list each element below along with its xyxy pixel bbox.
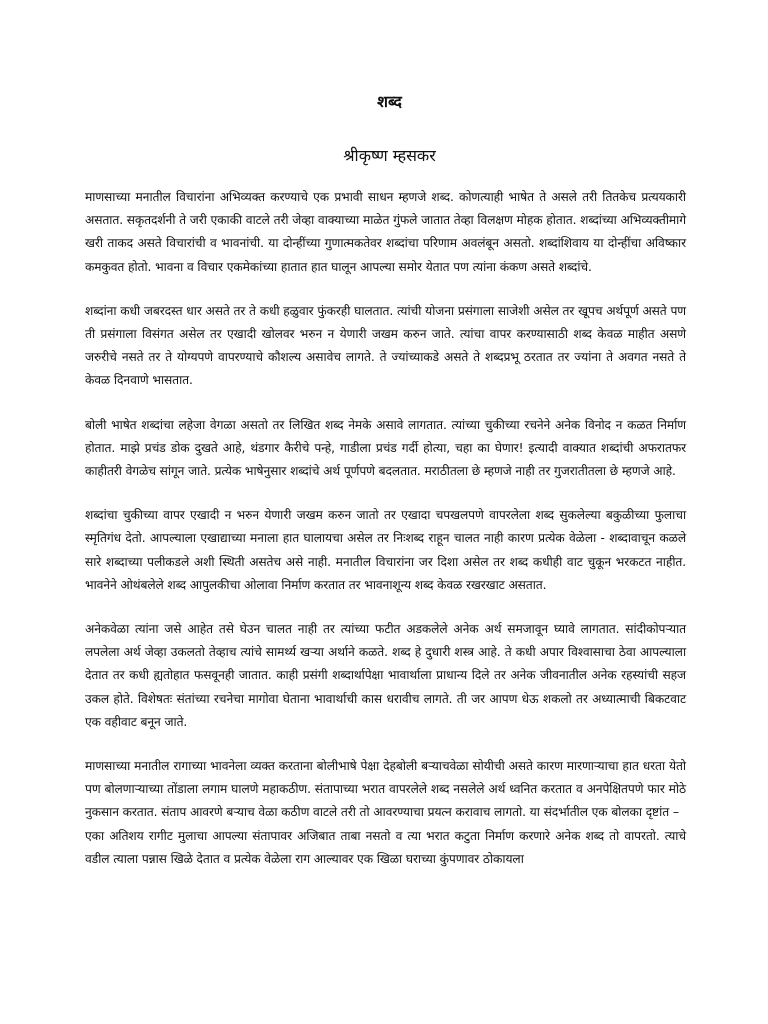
paragraph: माणसाच्या मनातील विचारांना अभिव्यक्त करण्याचे एक प्रभावी साधन म्हणजे शब्द. कोणत्याही भाषेत ते असले तरी तितकेच प्रत्ययकारी असतात. सकृतदर्शनी ते जरी एकाकी वाटले तरी जेव्हा वाक्याच्या माळेत गुंफले जातात तेव्हा विलक्षण मोहक होतात. शब्दांच्या अभिव्यक्तीमागे खरी ताकद असते विचारांची व भावनांची. या दोन्हींच्या गुणात्मकतेवर शब्दांचा परिणाम अवलंबून असतो. शब्दांशिवाय या दोन्हींचा अविष्कार कमकुवत होतो. भावना व विचार एकमेकांच्या हातात हात घालून आपल्या समोर येतात पण त्यांना कंकण असते शब्दांचे. — [85, 190, 686, 274]
paragraph: माणसाच्या मनातील रागाच्या भावनेला व्यक्त करताना बोलीभाषे पेक्षा देहबोली बऱ्याचवेळा सोयीची असते कारण मारणाऱ्याचा हात धरता येतो पण बोलणाऱ्याच्या तोंडाला लगाम घालणे महाकठीण. संतापाच्या भरात वापरलेले शब्द नसलेले अर्थ ध्वनित करतात व अनपेक्षितपणे फार मोठे नुकसान करतात. संताप आवरणे बऱ्याच वेळा कठीण वाटले तरी तो आवरण्याचा प्रयत्न करावाच लागतो. या संदर्भातील एक बोलका दृष्टांत – — [85, 759, 686, 820]
author-name: श्रीकृष्ण म्हसकर — [343, 146, 436, 165]
paragraph: शब्दांचा चुकीच्या वापर एखादी न भरुन येणारी जखम करुन जातो तर एखादा चपखलपणे वापरलेला शब्द सुकलेल्या बकुळीच्या फुलाचा स्मृतिगंध देतो. आपल्याला एखाद्याच्या मनाला हात घालायचा असेल तर निःशब्द राहून चालत नाही कारण प्रत्येक वेळेला - शब्दावाचून कळले सारे शब्दाच्या पलीकडले अशी स्थिती असतेच असे नाही. मनातील विचारांना जर दिशा असेल तर शब्द कधीही वाट चुकून भरकटत नाहीत. भावनेने ओथंबलेले शब्द आपुलकीचा ओलावा निर्माण करतात तर भावनाशून्य शब्द केवळ रखरखाट असतात. — [85, 508, 686, 592]
document-title: शब्द — [377, 92, 402, 111]
paragraph: एका अतिशय रागीट मुलाचा आपल्या संतापावर अजिबात ताबा नसतो व त्या भरात कटुता निर्माण करणारे अनेक शब्द तो वापरतो. त्याचे वडील त्याला पन्नास खिळे देतात व प्रत्येक वेळेला राग आल्यावर एक खिळा घराच्या कुंपणावर ठोकायला — [85, 828, 686, 866]
paragraph: बोली भाषेत शब्दांचा लहेजा वेगळा असतो तर लिखित शब्द नेमके असावे लागतात. त्यांच्या चुकीच्या रचनेने अनेक विनोद न कळत निर्माण होतात. माझे प्रचंड डोक दुखते आहे, थंडगार कैरीचे पन्हे, गाडीला प्रचंड गर्दी होत्या, चहा का घेणार! इत्यादी वाक्यात शब्दांची अफरातफर काहीतरी वेगळेच सांगून जाते. प्रत्येक भाषेनुसार शब्दांचे अर्थ पूर्णपणे बदलतात. मराठीतला छे म्हणजे नाही तर गुजरातीतला छे म्हणजे आहे. — [85, 417, 686, 479]
paragraph: अनेकवेळा त्यांना जसे आहेत तसे घेउन चालत नाही तर त्यांच्या फटीत अडकलेले अनेक अर्थ समजावून घ्यावे लागतात. सांदीकोपऱ्यात लपलेला अर्थ जेव्हा उकलतो तेव्हाच त्यांचे सामर्थ्य खऱ्या अर्थाने कळते. शब्द हे दुधारी शस्त्र आहे. ते कधी अपार विश्वासाचा ठेवा आपल्याला देतात तर कधी ह्यतोहात फसवूनही जातात. काही प्रसंगी शब्दार्थापेक्षा भावार्थाला प्राधान्य दिले तर अनेक जीवनातील अनेक रहस्यांची सहज उकल होते. विशेषतः संतांच्या रचनेचा मागोवा घेताना भावार्थाची कास धरावीच लागते. ती जर आपण धेऊ शकलो तर अध्यात्माची बिकटवाट एक वहीवाट बनून जाते. — [85, 622, 686, 729]
paragraph: शब्दांना कधी जबरदस्त धार असते तर ते कधी हळुवार फुंकरही घालतात. त्यांची योजना प्रसंगाला साजेशी असेल तर खूपच अर्थपूर्ण असते पण ती प्रसंगाला विसंगत असेल तर एखादी खोलवर भरुन न येणारी जखम करुन जाते. त्यांचा वापर करण्यासाठी शब्द केवळ माहीत असणे जरुरीचे नसते तर ते योग्यपणे वापरण्याचे कौशल्य असावेच लागते. ते ज्यांच्याकडे असते ते शब्दप्रभू ठरतात तर ज्यांना ते अवगत नसते ते केवळ दिनवाणे भासतात. — [85, 303, 686, 388]
